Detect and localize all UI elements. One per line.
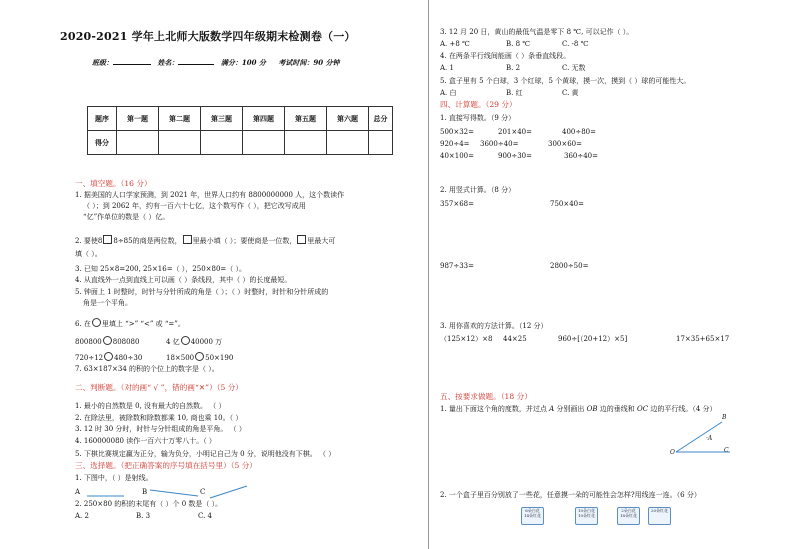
- score-row-label: 得分: [88, 131, 117, 155]
- s1-q1-line3: “亿”作单位的数是（ ）亿。: [83, 213, 170, 221]
- s3-q3: 3. 12 月 20 日，黄山的最低气温是零下 8 ℃, 可以记作（ ）。: [440, 28, 634, 36]
- compare-c: [75, 352, 142, 363]
- ray-ob: [676, 422, 722, 452]
- s4-q1: 1. 直接写得数。（9 分）: [440, 114, 516, 122]
- s3-q5-opt-a[interactable]: A. 白: [440, 89, 457, 97]
- blank-square[interactable]: [297, 235, 306, 244]
- score-cell[interactable]: [159, 131, 201, 155]
- calc-item: 3600÷40=: [480, 140, 519, 148]
- compare-circle[interactable]: [195, 352, 204, 361]
- score-cell[interactable]: [117, 131, 159, 155]
- flower-box-card[interactable]: 6朵白花 14朵红花: [521, 507, 544, 525]
- s3-q5-opt-b[interactable]: B. 红: [506, 89, 523, 97]
- exam-time-label: 考试时间：90 分钟: [278, 58, 340, 67]
- score-cell[interactable]: [327, 131, 369, 155]
- s3-q4-opt-c[interactable]: C. 无数: [562, 64, 586, 72]
- score-header-cell: 总分: [369, 107, 393, 131]
- s1-q5-line2: 角是一个平角。: [83, 299, 132, 307]
- simplify-item: 44×25: [503, 335, 527, 343]
- judge-item: 2. 在除法里，被除数和除数都乘 10, 商也乘 10。（ ）: [75, 414, 243, 422]
- class-label: 班级：: [92, 58, 113, 67]
- s3-q5: 5. 盒子里有 5 个白球，3 个红球，5 个黄球，摸一次，摸到（ ）球的可能性大。: [440, 77, 691, 85]
- s1-q6-heading: [75, 318, 185, 329]
- s3-q1-opt-c[interactable]: C: [200, 488, 206, 496]
- score-table-header-row: [88, 107, 393, 131]
- flower-box-card[interactable]: 2朵白花 18朵红花: [617, 507, 640, 525]
- calc-item: 360÷40=: [564, 152, 598, 160]
- full-score-label: 满分：100 分: [220, 58, 266, 67]
- page-title: 2020-2021 学年上北师大版数学四年级期末检测卷（一）: [60, 30, 356, 43]
- s1-q7: 7. 63×187×34 的积的个位上的数字是（ ）。: [75, 365, 219, 373]
- s1-q2-line1: [75, 235, 335, 246]
- score-header-cell: 第六题: [327, 107, 369, 131]
- judge-item: 4. 160000080 读作一百六十万零八十。（ ）: [75, 437, 216, 445]
- score-cell[interactable]: [285, 131, 327, 155]
- section-5-heading: 五、按要求做题。（18 分）: [440, 392, 532, 401]
- s1-q2-part3: 里最小填（ ）；要使商是一位数，: [192, 237, 297, 245]
- s1-q6-head-a: 6. 在: [75, 320, 91, 328]
- s3-q4-opt-a[interactable]: A. 1: [440, 64, 454, 72]
- s1-q6-head-b: 里填上 “>” “<” 或 “=”。: [101, 320, 185, 328]
- point-c-label: C: [724, 447, 729, 454]
- compare-a: [75, 336, 139, 347]
- s5-q1-text: 边的垂线和: [597, 405, 637, 413]
- s1-q1-line1: 1. 据美国的人口学家预测，到 2021 年，世界人口约有 8800000000 人，这个数读作: [75, 191, 345, 199]
- s5-q1-text: 分别画出: [554, 405, 587, 413]
- compare-circle[interactable]: [103, 336, 112, 345]
- calc-item: 40×100=: [440, 152, 474, 160]
- simplify-item: 17×35+65×17: [676, 335, 730, 343]
- point-b-label: B: [722, 414, 727, 421]
- s3-q1-opt-b[interactable]: B: [142, 488, 148, 496]
- s1-q4: 4. 从直线外一点到直线上可以画（ ）条线段，其中（ ）的长度最短。: [75, 276, 292, 284]
- name-blank[interactable]: [178, 64, 214, 65]
- score-header-cell: 第一题: [117, 107, 159, 131]
- s1-q1-line2: （ ）；到 2062 年，约有一百六十七亿，这个数写作（ ），把它改写成用: [83, 202, 306, 210]
- compare-right: 50×190: [205, 354, 234, 362]
- judge-item: 1. 最小的自然数是 0, 没有最大的自然数。 （ ）: [75, 402, 226, 410]
- s3-q2: 2. 250×80 的积的末尾有（ ）个 0 数是（ ）。: [75, 500, 223, 508]
- compare-d: [166, 352, 233, 363]
- name-label: 姓名：: [157, 58, 179, 67]
- vertical-calc-item: 750×40=: [550, 200, 584, 208]
- flower-box-card[interactable]: 10朵白花 10朵红花: [575, 507, 598, 525]
- section-3-heading: 三、选择题。（把正确答案的序号填在括号里）（5 分）: [75, 461, 257, 470]
- score-cell[interactable]: [201, 131, 243, 155]
- s1-q5-line1: 5. 钟面上 1 时整时，时针与分针所成的角是（ ）；（ ）时整时，时针和分针所成的: [75, 288, 329, 296]
- blank-square[interactable]: [183, 235, 192, 244]
- exam-info: [92, 58, 340, 67]
- s1-q3: 3. 已知 25×8=200, 25×16=（ ），250×80=（ ）。: [75, 265, 247, 273]
- vertical-calc-item: 2800÷50=: [550, 262, 589, 270]
- score-cell[interactable]: [369, 131, 393, 155]
- s5-q1: [440, 405, 717, 414]
- s3-q2-opt-a[interactable]: A. 2: [75, 512, 89, 520]
- calc-item: 900÷30=: [498, 152, 532, 160]
- figure-b-line: [150, 490, 198, 496]
- compare-left: 800800: [75, 338, 102, 346]
- simplify-item: （125×12）×8: [440, 335, 493, 343]
- section-1-heading: 一、填空题。（16 分）: [75, 179, 152, 188]
- vertex-o-label: O: [670, 449, 675, 456]
- score-table: [87, 106, 393, 155]
- blank-square[interactable]: [103, 235, 112, 244]
- s3-q3-opt-b[interactable]: B. 8 ℃: [506, 40, 531, 48]
- s1-q2-line2: 填（ ）。: [75, 250, 102, 258]
- compare-b: [166, 336, 222, 347]
- compare-right: 40000 万: [190, 338, 223, 346]
- s1-q2-part2: 8÷85的商是两位数，: [113, 237, 182, 245]
- ray-oc-ref: OC: [637, 405, 649, 413]
- calc-item: 300×60=: [548, 140, 582, 148]
- score-header-cell: 题序: [88, 107, 117, 131]
- vertical-calc-item: 357×68=: [440, 200, 474, 208]
- s3-q4: 4. 在两条平行线间能画（ ）条垂直线段。: [440, 52, 571, 60]
- s5-q1-text: 边的平行线。（4 分）: [648, 405, 717, 413]
- compare-left: 18×500: [166, 354, 195, 362]
- point-a-label: ·A: [706, 435, 713, 442]
- s3-q2-opt-c[interactable]: C. 4: [198, 512, 213, 520]
- s4-q3: 3. 用你喜欢的方法计算。（12 分）: [440, 322, 548, 330]
- blank-circle: [92, 318, 101, 327]
- s5-q2: 2. 一个盒子里百分别放了一些花，任意摸一朵的可能性会怎样?用线连一连。（6 分）: [440, 491, 701, 499]
- point-a-ref: A: [549, 405, 555, 413]
- s4-q2: 2. 用竖式计算。（8 分）: [440, 186, 516, 194]
- s1-q2-part1: 2. 要使8: [75, 237, 103, 245]
- flower-box-card[interactable]: 20朵红花: [648, 507, 671, 525]
- s3-q5-opt-c[interactable]: C. 黄: [562, 89, 579, 97]
- s3-q4-opt-b[interactable]: B. 2: [506, 64, 521, 72]
- score-cell[interactable]: [243, 131, 285, 155]
- score-header-cell: 第三题: [201, 107, 243, 131]
- vertical-calc-item: 987÷33=: [440, 262, 474, 270]
- figure-c-line: [210, 486, 247, 498]
- calc-item: 400÷80=: [562, 128, 596, 136]
- compare-left: 720÷12: [75, 354, 104, 362]
- ray-figures: [82, 484, 252, 500]
- score-header-cell: 第四题: [243, 107, 285, 131]
- compare-right: 480÷30: [114, 354, 143, 362]
- s3-q1: 1. 下图中，（ ）是射线。: [75, 474, 153, 482]
- judge-item: 3. 12 时 30 分时，时针与分针组成的角是平角。 （ ）: [75, 425, 246, 433]
- compare-right: 808080: [112, 338, 140, 346]
- score-header-cell: 第五题: [285, 107, 327, 131]
- ray-ob-ref: OB: [586, 405, 598, 413]
- class-blank[interactable]: [113, 64, 151, 65]
- calc-item: 500×32=: [440, 128, 474, 136]
- compare-left: 4 亿: [166, 338, 180, 346]
- column-divider: [428, 0, 429, 549]
- calc-item: 201×40=: [498, 128, 532, 136]
- s3-q1-opt-a[interactable]: A: [75, 488, 81, 496]
- s3-q2-opt-b[interactable]: B. 3: [136, 512, 151, 520]
- s1-q2-part4: 里最大可: [307, 237, 336, 245]
- score-table-score-row: [88, 131, 393, 155]
- s3-q3-opt-a[interactable]: A. +8 ℃: [440, 40, 470, 48]
- section-4-heading: 四、计算题。（29 分）: [440, 100, 517, 109]
- s5-q1-text: 1. 量出下面这个角的度数，并过点: [440, 405, 550, 413]
- compare-circle[interactable]: [104, 352, 113, 361]
- judge-item: 5. 下棋比赛规定赢为正分，输为负分，小明记自己为 0 分，说明他没有下棋。 （ ）: [75, 450, 336, 458]
- section-2-heading: 二、判断题。（对的画“ √ ”，错的画“✕”）（5 分）: [75, 383, 243, 392]
- score-header-cell: 第二题: [159, 107, 201, 131]
- simplify-item: 960÷[（20+12）×5]: [558, 335, 628, 343]
- calc-item: 920÷4=: [440, 140, 470, 148]
- s3-q3-opt-c[interactable]: C. -8 ℃: [562, 40, 589, 48]
- compare-circle[interactable]: [181, 336, 190, 345]
